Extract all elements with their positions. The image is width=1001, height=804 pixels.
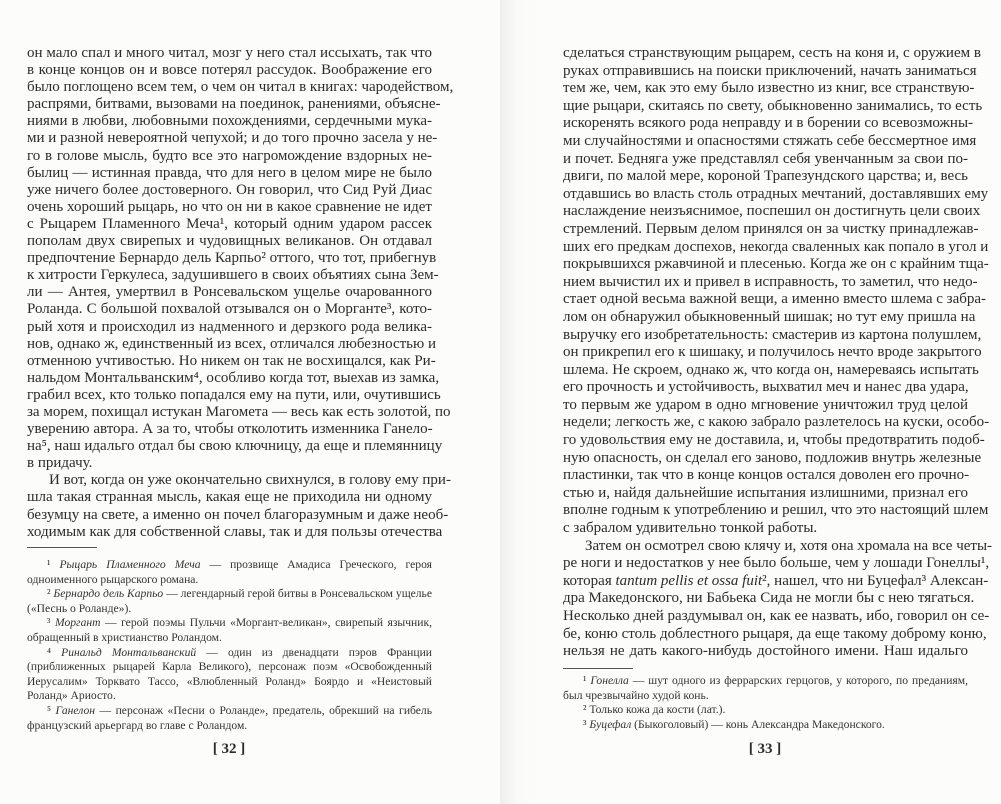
text-line: ре ноги и недостатков у нее было больше, чем у лошади Гонеллы¹,	[563, 555, 990, 572]
text-line: ниями в любви, любовными похождениями, сердечными мука-	[27, 113, 432, 130]
text-line: распрями, битвами, вызовами на поединок, ранениями, объясне-	[27, 96, 441, 113]
footnote-mark: ⁵	[47, 703, 52, 717]
main-text	[27, 45, 454, 541]
text-line: нельзя не дать какого-нибудь достойного имени. Наш идальго	[563, 643, 968, 660]
text-line: было поглощено всем тем, о чем он читал в книгах: чародейством,	[27, 79, 454, 96]
text-line: Несколько дней раздумывал он, как ее назвать, ибо, говорил он се-	[563, 608, 990, 624]
footnote	[563, 674, 968, 703]
text-line: руках отправившись на поиски приключений, начать заниматься	[563, 62, 977, 79]
text-line: недели; легкость же, с какою забрало разлетелось на куски, особо-	[563, 414, 990, 431]
text-line: Затем он осмотрел свою клячу и, хотя она хромала на все четы-	[585, 537, 993, 554]
footnote-term: Буцефал	[589, 717, 632, 731]
text-line: рый хотя и происходил из надменного и дерзкого рода велика-	[27, 318, 432, 335]
text-line: он прикрепил его к шишаку, и получилось нечто вроде закрытого	[563, 344, 982, 361]
text-line: отменною учтивостью. Но никем он так не восхищался, как Ри-	[27, 352, 436, 369]
text-line: безумцу на свете, а именно он почел благоразумным и даже необ-	[27, 506, 449, 523]
footnote-term: Ганелон	[55, 703, 96, 717]
footnote-mark: ¹	[583, 674, 587, 687]
text-line: за морем, похищал истукан Магомета — весь как есть золотой, по	[27, 403, 451, 420]
text-line	[563, 572, 989, 591]
text-line: пополам двух свирепых и чудовищных великанов. Он отдавал	[27, 233, 432, 250]
text-line: и почет. Бедняга уже представлял себя увенчанным за свои по-	[563, 150, 968, 167]
footnote-text: — шут одного из феррарских герцогов, у которого, по преданиям, был чрезвычайно худой конь.	[563, 674, 968, 702]
text-line: нов, однако ж, единственный из всех, отличался любезностью и	[27, 335, 437, 352]
footnote-term: Ринальд Монтальванский	[61, 645, 197, 659]
text-line: ми и разной невероятной чепухой; и до того прочно засела у не-	[27, 130, 438, 147]
text-line: грабил всех, кто только попадался ему на пути, или, очутившись	[27, 386, 441, 403]
footnote	[563, 718, 968, 733]
text-line: в придачу.	[27, 455, 93, 472]
footnote-text: — прозвище Амадиса Греческого, героя одноименного рыцарского романа.	[27, 558, 432, 586]
text-line: стает одной весьма важной вещи, а именно вместо шлема с забра-	[563, 291, 987, 308]
page-number: [ 32 ]	[212, 741, 246, 757]
text-line: на⁵, наш идальго отдал бы свою ключницу, да еще и племянницу	[27, 438, 443, 455]
footnotes	[27, 558, 432, 733]
footnote-term: Моргант	[54, 616, 101, 630]
text-line: ходимым как для собственной славы, так и для пользы отечества	[27, 523, 443, 540]
text-line: уже ничего более достоверного. Он говорил, что Сид Руй Диас	[27, 181, 432, 198]
text-line: двиги, по малой мере, короной Трапезундского царства; и, весь	[563, 168, 968, 185]
text-line: предпочтение Бернардо дель Карпьо² оттого, что тот, прибегнув	[27, 250, 437, 267]
text-line: нальдом Монтальванским⁴, особливо когда тот, выехав из замка,	[27, 369, 440, 386]
right-page	[500, 0, 1001, 804]
text-segment: которая	[563, 572, 616, 589]
text-line: уверению автора. А за то, чтобы отколотить изменника Ганело-	[27, 421, 433, 438]
text-line: шла такая странная мысль, какая еще не приходила ни одному	[27, 489, 432, 506]
left-page	[0, 0, 500, 804]
text-line: выручку его изобретательность: смастерив из картона полушлем,	[563, 326, 982, 343]
text-line: И вот, когда он уже окончательно свихнулся, в голову ему при-	[49, 472, 451, 489]
text-line: наслаждение неизъяснимое, поспешил он достигнуть цели своих	[563, 203, 981, 220]
footnote-divider	[27, 547, 97, 548]
footnote	[27, 616, 432, 645]
text-line: покрывшихся ржавчиной и плесенью. Когда же он с крайним тща-	[563, 256, 989, 273]
text-line: с забралом удивительно тонкой работы.	[563, 520, 818, 537]
footnote-text: — один из двенадцати пэров Франции (приближенных рыцарей Карла Великого), персонаж поэм «Освобожденный Иерусалим» Торквато Тассо, «Влюбленный Роланд» Боярдо и «Неистовый Роланд» Ариосто.	[27, 645, 432, 703]
text-line: Роланда. С большой похвалой отзывался он о Морганте³, кото-	[27, 301, 432, 318]
text-line: ших его предкам доспехов, некогда сваленных как попало в угол и	[563, 238, 989, 255]
footnote-text: — герой поэмы Пульчи «Моргант-великан», свирепый язычник, обращенный в христианство Роландом.	[27, 616, 432, 644]
footnotes	[563, 674, 968, 732]
text-line: вполне годным к употреблению и решил, что это настоящий шлем	[563, 502, 989, 519]
text-line: ми случайностями и опасностями стяжать себе бессмертное имя	[563, 132, 977, 149]
footnote	[27, 646, 432, 704]
footnote-text: (Быкоголовый) — конь Александра Македонского.	[631, 717, 885, 731]
main-text	[563, 45, 993, 661]
text-line: лом он обнаружил обыкновенный шишак; но тут ему пришла на	[563, 308, 976, 325]
text-line: отдавшись во власть столь отрадных мечтаний, доставлявших ему	[563, 185, 989, 202]
text-line: былиц — истинная правда, что для него в целом мире не было	[27, 164, 432, 181]
text-line: его прочность и устойчивость, выхватил меч и нанес два удара,	[563, 379, 969, 396]
footnote-mark: ²	[47, 587, 51, 601]
text-line: шлема. Не скроем, однако ж, что когда он, намереваясь испытать	[563, 361, 979, 378]
footnote-term: Рыцарь Пламенного Меча	[59, 558, 201, 571]
latin-phrase: tantum pellis et ossa fuit	[615, 572, 763, 589]
footnote-mark: ³	[47, 616, 51, 630]
text-line: сделаться странствующим рыцарем, сесть на коня и, с оружием в	[563, 45, 981, 61]
text-line: он мало спал и много читал, мозг у него стал иссыхать, так что	[27, 45, 432, 61]
text-line: стью и, найдя дальнейшие испытания излишними, признал его	[563, 484, 968, 501]
text-line: очень хороший рыцарь, но что он ни в какое сравнение не идет	[27, 198, 432, 215]
footnote-mark: ³	[583, 717, 587, 731]
text-line: в конце концов он и вовсе потерял рассудок. Воображение его	[27, 62, 432, 79]
footnote	[563, 703, 968, 718]
footnote-term: Бернардо дель Карпьо	[53, 587, 164, 601]
text-line: к хитрости Геркулеса, задушившего в своих объятиях сына Зем-	[27, 267, 439, 284]
text-line: то первым же ударом в одно мгновение уничтожил труд целой	[563, 396, 968, 413]
text-line: искоренять всякого рода неправду и в борении со всевозможны-	[563, 115, 974, 132]
footnote-divider	[563, 668, 633, 669]
footnote-text: — персонаж «Песни о Роланде», предатель, обрекший на гибель французский арьергард во главе с Роландом.	[27, 703, 432, 732]
footnote-mark: ²	[583, 703, 587, 717]
footnote	[27, 558, 432, 587]
footnote	[27, 587, 432, 616]
text-line: щие рыцари, скитаясь по свету, обыкновенно занимались, то есть	[563, 97, 983, 114]
text-line: го удовольствия ему не доставила, и, чтобы предотвратить подоб-	[563, 432, 985, 449]
text-line: тем же, чем, как это ему было известно из книг, все странствую-	[563, 80, 975, 97]
text-line: пластинки, так что в конце концов остался доволен его прочно-	[563, 467, 970, 484]
text-line: дра Македонского, ни Бабьека Сида не могли бы с нею тягаться.	[563, 590, 975, 607]
text-line: го в голове мысль, будто все это нагромождение вздорных не-	[27, 147, 432, 164]
text-line: стремлений. Первым делом принялся он за чистку принадлежав-	[563, 220, 979, 237]
page-number: [ 33 ]	[748, 741, 782, 757]
text-line: ли — Антея, умертвил в Ронсевальском ущелье очарованного	[27, 284, 432, 301]
text-line: с Рыцарем Пламенного Меча¹, который одним ударом рассек	[27, 215, 432, 232]
text-line: бе, коню столь доблестного рыцаря, да еще такому доброму коню,	[563, 625, 987, 642]
footnote-term: Гонелла	[590, 674, 629, 687]
footnote-mark: ¹	[47, 558, 51, 571]
footnote-text: — легендарный герой битвы в Ронсевальском ущелье («Песнь о Роланде»).	[27, 587, 432, 615]
footnote	[27, 704, 432, 733]
text-line: ную опасность, он сделал его заново, подложив внутрь железные	[563, 449, 982, 466]
text-segment: ², нашел, что ни Буцефал³ Алексан-	[762, 572, 989, 589]
text-line: нием вычистил их и привел в исправность, то заметил, что недо-	[563, 273, 978, 290]
footnote-text: Только кожа да кости (лат.).	[589, 703, 726, 717]
footnote-mark: ⁴	[47, 645, 52, 659]
